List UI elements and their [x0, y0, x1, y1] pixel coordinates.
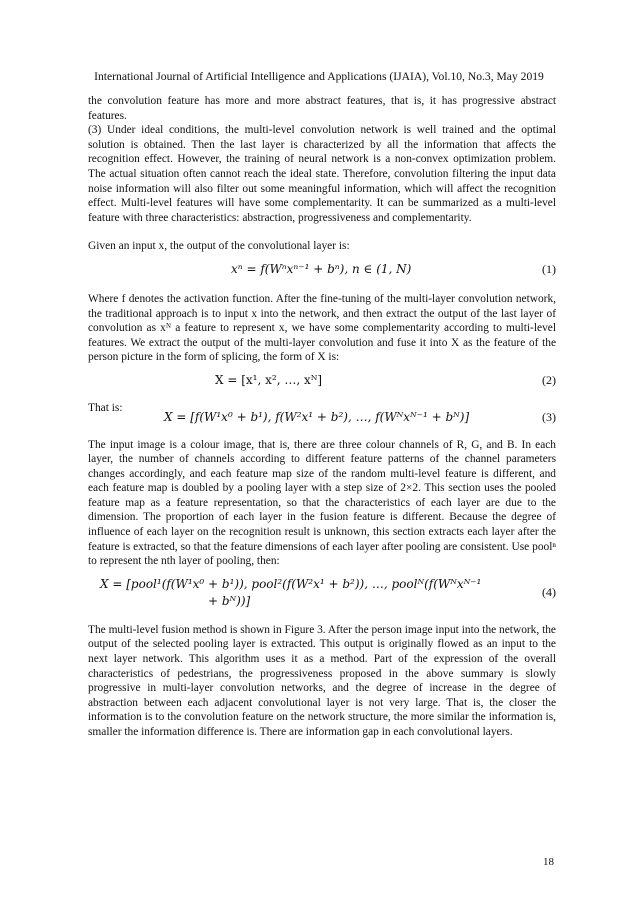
equation-1 — [88, 262, 556, 284]
equation-4-line-1: X = [pool¹(f(W¹x⁰ + b¹)), pool²(f(W²x¹ + b²)), …, poolᴺ(f(Wᴺxᴺ⁻¹ — [100, 576, 482, 591]
page-number: 18 — [543, 856, 554, 868]
equation-1-number: (1) — [542, 261, 556, 276]
paragraph-6: The input image is a colour image, that is, there are three colour channels of R, G, and B. In each layer, the number of channels according to different feature patterns of the channel parameters changes accordingly, and each feature map size of the random multi-level feature is different, and each feature map is doubled by a pooling layer with a step size of 2×2. This section uses the pooled feature map as a feature representation, so that the characteristics of each layer are due to the dimension. The proportion of each layer in the fusion feature is different. Because the degree of influence of each layer on the recognition result is unknown, this section extracts each layer after the feature is extracted, so that the feature dimensions of each layer after pooling are consistent. Use poolⁿ to represent the nth layer of pooling, then: — [88, 438, 556, 568]
equation-2 — [88, 373, 556, 395]
equation-1-body: xⁿ = f(Wⁿxⁿ⁻¹ + bⁿ), n ∈ (1, N) — [231, 261, 412, 276]
paragraph-5: That is: — [88, 401, 123, 414]
journal-header: International Journal of Artificial Intelligence and Applications (IJAIA), Vol.10, No.3, May 2019 — [94, 70, 544, 83]
equation-4-number: (4) — [542, 584, 556, 599]
paragraph-1: the convolution feature has more and more abstract features, that is, it has progressive abstract features. — [88, 95, 556, 122]
equation-3-body: X = [f(W¹x⁰ + b¹), f(W²x¹ + b²), …, f(Wᴺxᴺ⁻¹ + bᴺ)] — [164, 409, 470, 424]
body-text — [88, 94, 556, 740]
paragraph-2: (3) Under ideal conditions, the multi-level convolution network is well trained and the optimal solution is obtained. Then the last layer is characterized by all the information that affects the recognition effect. However, the training of neural network is a non-convex optimization problem. The actual situation often cannot reach the ideal state. Therefore, convolution filtering the input data noise information will also filter out some meaningful information, which will affect the recognition effect. Multi-level features will have some complementarity. It can be summarized as a multi-level feature with three characteristics: abstraction, progressiveness and complementarity. — [88, 124, 556, 224]
equation-3 — [88, 410, 556, 432]
paragraph-7: The multi-level fusion method is shown in Figure 3. After the person image input into the network, the output of the selected pooling layer is extracted. This output is originally flowed as an input to the next layer network. This algorithm uses it as a method. Part of the expression of the overall characteristics of pedestrians, the progressiveness proposed in the above summary is slowly progressive in multi-layer convolution networks, and the degree of increase in the degree of abstraction between each adjacent convolutional layer is not very large. That is, the closer the information is to the convolution feature on the network structure, the more similar the information is, smaller the information difference is. There are information gap in each convolutional layers. — [88, 623, 556, 738]
equation-4-line-2: + bᴺ))] — [208, 593, 251, 608]
equation-4 — [88, 577, 556, 615]
paragraph-4: Where f denotes the activation function. After the fine-tuning of the multi-layer convolution network, the traditional approach is to input x into the network, and then extract the output of the last layer of convolution as xᴺ a feature to represent x, we have some complementarity according to multi-level features. We extract the output of the multi-layer convolution and fuse it into X as the feature of the person picture in the form of splicing, the form of X is: — [88, 292, 556, 364]
paragraph-3: Given an input x, the output of the convolutional layer is: — [88, 240, 350, 253]
equation-2-body: X = [x¹, x², …, xᴺ] — [215, 372, 323, 387]
equation-3-number: (3) — [542, 409, 556, 424]
equation-2-number: (2) — [542, 372, 556, 387]
